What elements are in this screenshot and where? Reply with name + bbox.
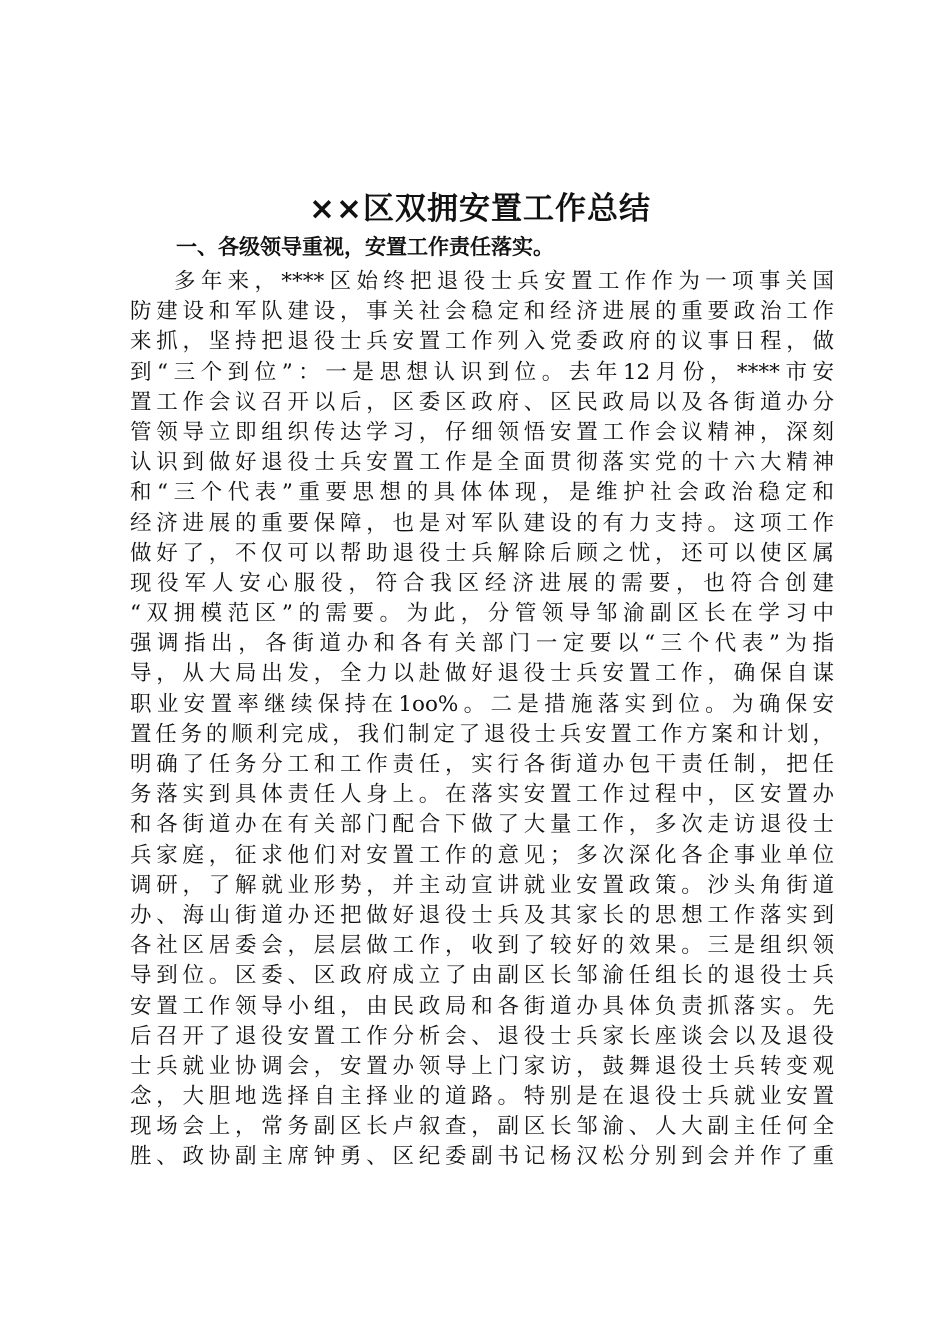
paragraph-line: 现役军人安心服役，符合我区经济进展的需要，也符合创建 bbox=[130, 570, 834, 596]
paragraph-line: 务落实到具体责任人身上。在落实安置工作过程中，区安置办 bbox=[130, 782, 834, 808]
paragraph-line: 管领导立即组织传达学习，仔细领悟安置工作会议精神，深刻 bbox=[130, 419, 834, 445]
paragraph-line: 认识到做好退役士兵安置工作是全面贯彻落实党的十六大精神 bbox=[130, 450, 834, 476]
paragraph-line: 后召开了退役安置工作分析会、退役士兵家长座谈会以及退役 bbox=[130, 1023, 834, 1049]
paragraph-line: 办、海山街道办还把做好退役士兵及其家长的思想工作落实到 bbox=[130, 902, 834, 928]
paragraph-line: 调研，了解就业形势，并主动宣讲就业安置政策。沙头角街道 bbox=[130, 872, 834, 898]
paragraph-line: 多年来，****区始终把退役士兵安置工作作为一项事关国 bbox=[174, 269, 834, 294]
paragraph-line: 兵家庭，征求他们对安置工作的意见；多次深化各企事业单位 bbox=[130, 842, 834, 868]
paragraph-line: 明确了任务分工和工作责任，实行各街道办包干责任制，把任 bbox=[130, 752, 834, 777]
paragraph-line: 导到位。区委、区政府成立了由副区长邹渝任组长的退役士兵 bbox=[130, 963, 834, 989]
paragraph-line: 职业安置率继续保持在1oo%。二是措施落实到位。为确保安 bbox=[130, 691, 834, 717]
paragraph-line: “双拥模范区”的需要。为此，分管领导邹渝副区长在学习中 bbox=[130, 601, 834, 627]
paragraph-line: 士兵就业协调会，安置办领导上门家访，鼓舞退役士兵转变观 bbox=[130, 1053, 834, 1079]
paragraph-line: 经济进展的重要保障，也是对军队建设的有力支持。这项工作 bbox=[130, 510, 834, 536]
paragraph-line: 安置工作领导小组，由民政局和各街道办具体负责抓落实。先 bbox=[130, 993, 834, 1019]
section-heading: 一、各级领导重视，安置工作责任落实。 bbox=[176, 235, 554, 259]
paragraph-line: 防建设和军队建设，事关社会稳定和经济进展的重要政治工作 bbox=[130, 299, 834, 325]
document-title: ××区双拥安置工作总结 bbox=[309, 191, 651, 227]
paragraph-line: 胜、政协副主席钟勇、区纪委副书记杨汉松分别到会并作了重 bbox=[130, 1144, 834, 1170]
paragraph-line: 置任务的顺利完成，我们制定了退役士兵安置工作方案和计划， bbox=[130, 721, 834, 747]
paragraph-line: 到“三个到位”：一是思想认识到位。去年12月份，****市安 bbox=[130, 359, 834, 385]
paragraph-line: 强调指出，各街道办和各有关部门一定要以“三个代表”为指 bbox=[130, 631, 834, 657]
paragraph-line: 现场会上，常务副区长卢叙查，副区长邹渝、人大副主任何全 bbox=[130, 1114, 834, 1140]
paragraph-line: 置工作会议召开以后，区委区政府、区民政局以及各街道办分 bbox=[130, 389, 834, 415]
body-paragraph bbox=[130, 267, 834, 1173]
paragraph-line: 念，大胆地选择自主择业的道路。特别是在退役士兵就业安置 bbox=[130, 1084, 834, 1110]
paragraph-line: 和“三个代表”重要思想的具体体现，是维护社会政治稳定和 bbox=[130, 480, 834, 506]
paragraph-line: 做好了，不仅可以帮助退役士兵解除后顾之忧，还可以使区属 bbox=[130, 540, 834, 566]
paragraph-line: 来抓，坚持把退役士兵安置工作列入党委政府的议事日程，做 bbox=[130, 329, 834, 355]
paragraph-line: 导，从大局出发，全力以赴做好退役士兵安置工作，确保自谋 bbox=[130, 661, 834, 687]
paragraph-line: 各社区居委会，层层做工作，收到了较好的效果。三是组织领 bbox=[130, 933, 834, 959]
paragraph-line: 和各街道办在有关部门配合下做了大量工作，多次走访退役士 bbox=[130, 812, 834, 838]
